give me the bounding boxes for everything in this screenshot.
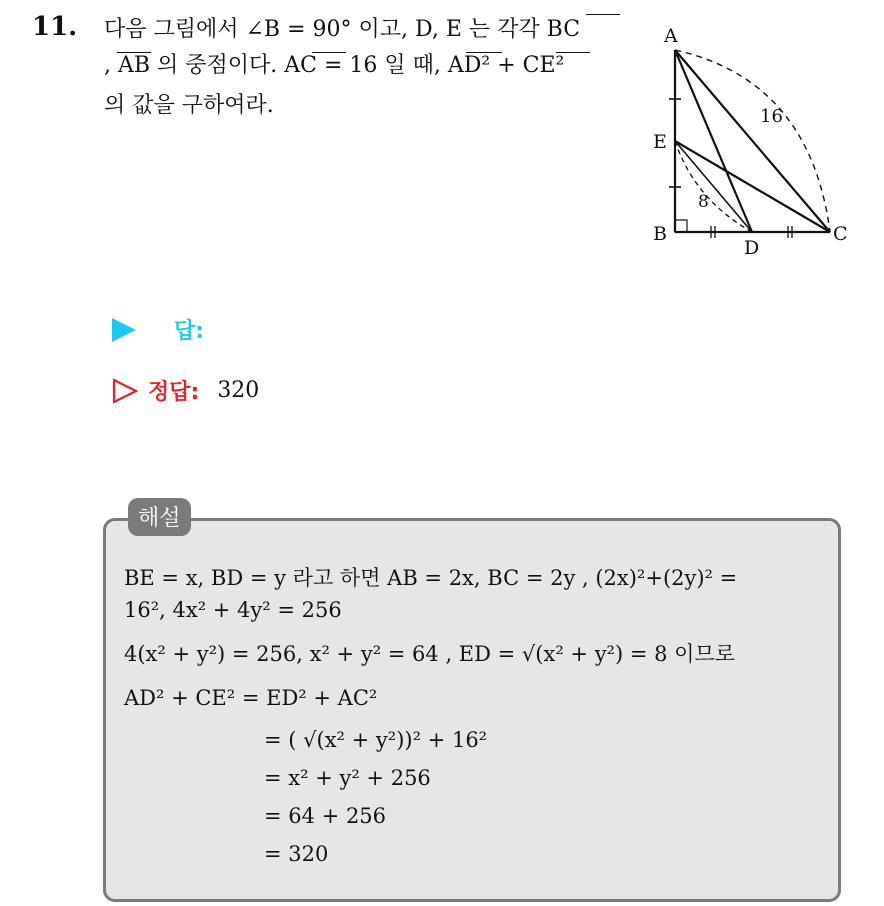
label-e: E <box>653 131 667 153</box>
question-line-1 <box>104 12 580 43</box>
solution-line-8: = 320 <box>264 842 329 866</box>
overline-ac <box>312 52 346 53</box>
solution-line-2: 16², 4x² + 4y² = 256 <box>124 598 342 622</box>
overline-ab <box>117 52 151 53</box>
solution-line-4: AD² + CE² = ED² + AC² <box>124 686 378 710</box>
segment-ad <box>675 50 752 232</box>
solution-line-1: BE = x, BD = y 라고 하면 AB = 2x, BC = 2y , (2x)²+(2y)² = <box>124 566 738 590</box>
overline-ad <box>466 52 502 53</box>
answer-row <box>112 314 204 345</box>
label-c: C <box>833 223 848 245</box>
overline-bc <box>586 14 620 15</box>
label-a: A <box>664 25 678 47</box>
label-length-ed: 8 <box>698 192 709 212</box>
right-angle-mark <box>675 220 687 232</box>
segment-ed <box>675 141 752 232</box>
correct-answer-row <box>112 375 259 406</box>
solution-line-7: = 64 + 256 <box>264 804 387 828</box>
question-line-2-text: , AB 의 중점이다. AC = 16 일 때, AD² + CE² <box>104 53 565 78</box>
solution-line-5: = ( √(x² + y²))² + 16² <box>264 728 488 752</box>
play-triangle-icon <box>112 318 136 342</box>
question-number: 11. <box>32 12 78 42</box>
label-b: B <box>653 223 667 245</box>
correct-value: 320 <box>217 378 260 403</box>
question-line-1-text: 다음 그림에서 ∠B = 90° 이고, D, E 는 각각 BC <box>104 17 581 42</box>
label-d: D <box>744 237 760 259</box>
segment-ce <box>675 141 830 232</box>
triangle-diagram <box>640 20 860 270</box>
overline-ce <box>556 52 590 53</box>
solution-line-6: = x² + y² + 256 <box>264 766 431 790</box>
answer-label: 답: <box>174 319 205 344</box>
question-line-3 <box>104 88 274 119</box>
solution-line-3: 4(x² + y²) = 256, x² + y² = 64 , ED = √(x² + y²) = 8 이므로 <box>124 642 736 666</box>
question-line-3-text: 의 값을 구하여라. <box>104 93 274 118</box>
outline-triangle-icon <box>112 378 138 404</box>
label-length-ac: 16 <box>760 106 783 127</box>
correct-label: 정답: <box>148 380 200 405</box>
solution-tag: 해설 <box>128 498 191 536</box>
